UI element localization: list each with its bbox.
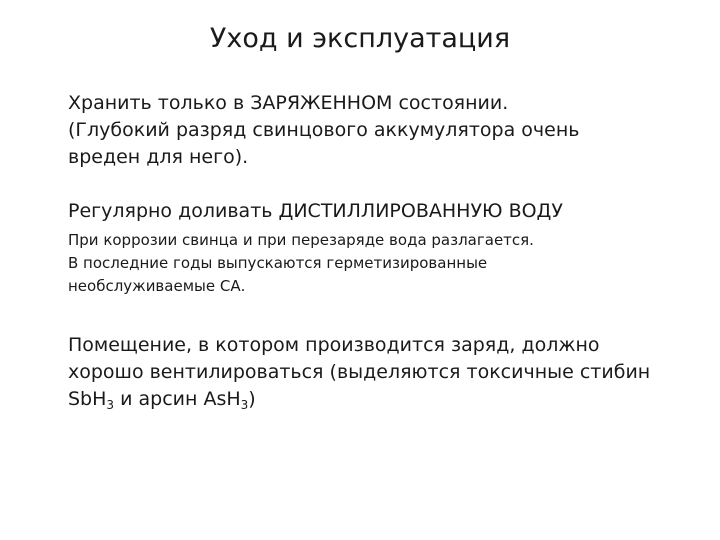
water-heading: Регулярно доливать ДИСТИЛЛИРОВАННУЮ ВОДУ bbox=[68, 200, 563, 222]
ventilation-instruction bbox=[68, 332, 698, 413]
sealed-note-line-2: необслуживаемые СА. bbox=[68, 277, 246, 295]
formula-connector: и арсин bbox=[114, 388, 204, 410]
storage-instruction bbox=[68, 90, 698, 171]
slide-title: Уход и эксплуатация bbox=[209, 23, 511, 54]
ventilation-line-2: хорошо вентилироваться (выделяются токсичные стибин bbox=[68, 361, 651, 383]
closing-parenthesis: ) bbox=[248, 388, 256, 410]
storage-line-3: вреден для него). bbox=[68, 146, 249, 168]
corrosion-note: При коррозии свинца и при перезаряде вода разлагается. bbox=[68, 231, 534, 249]
storage-line-2: (Глубокий разряд свинцового аккумулятора очень bbox=[68, 119, 580, 141]
slide-body bbox=[68, 90, 698, 413]
ventilation-line-1: Помещение, в котором производится заряд, должно bbox=[68, 334, 600, 356]
sealed-note-line-1: В последние годы выпускаются герметизированные bbox=[68, 254, 488, 272]
stibine-formula bbox=[68, 388, 114, 410]
water-instruction bbox=[68, 198, 698, 298]
stibine-formula-base: SbH bbox=[68, 388, 107, 410]
arsine-formula-subscript: 3 bbox=[240, 398, 249, 412]
arsine-formula-base: AsH bbox=[203, 388, 241, 410]
stibine-formula-subscript: 3 bbox=[106, 398, 115, 412]
arsine-formula bbox=[203, 388, 248, 410]
storage-line-1: Хранить только в ЗАРЯЖЕННОМ состоянии. bbox=[68, 92, 509, 114]
ventilation-line-3 bbox=[68, 386, 698, 413]
